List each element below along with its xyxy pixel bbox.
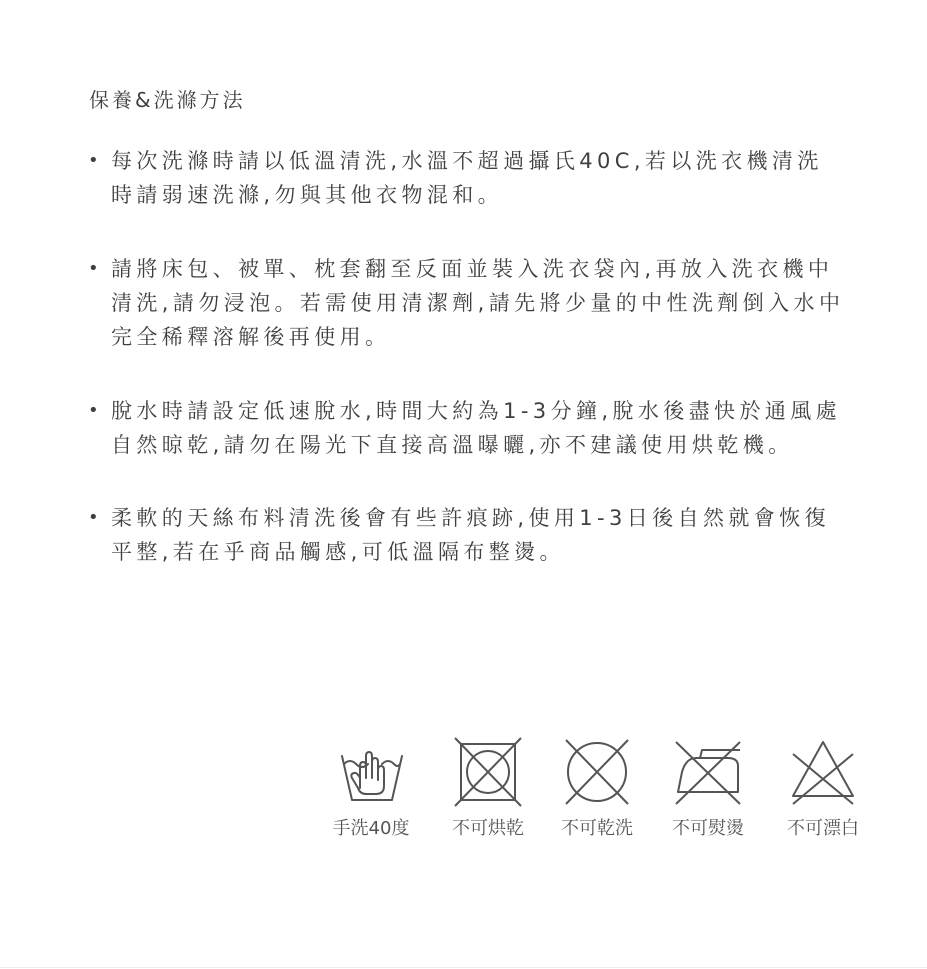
care-washing-heading: 保養&洗滌方法 [89, 88, 246, 112]
care-symbol-label: 不可烘乾 [452, 818, 524, 839]
care-instruction-text: 請將床包、被單、枕套翻至反面並裝入洗衣袋內,再放入洗衣機中清洗,請勿浸泡。若需使用清潔劑,請先將少量的中性洗劑倒入水中完全稀釋溶解後再使用。 [111, 257, 845, 349]
no-iron-icon [672, 736, 744, 808]
no-tumble-dry-icon [453, 736, 523, 808]
care-symbol-no-tumble-dry [440, 736, 536, 840]
care-instructions-list [86, 144, 846, 609]
bullet-icon: • [88, 258, 99, 279]
care-symbol-label: 不可乾洗 [561, 818, 633, 839]
hand-wash-icon [336, 736, 406, 808]
care-symbol-no-iron [660, 736, 756, 840]
bullet-icon: • [88, 400, 99, 421]
care-instruction-text: 每次洗滌時請以低溫清洗,水溫不超過攝氏40C,若以洗衣機清洗時請弱速洗滌,勿與其他衣物混和。 [111, 149, 823, 207]
care-symbol-label: 手洗40度 [332, 818, 410, 839]
no-dry-clean-icon [562, 736, 632, 808]
care-instruction-item [86, 144, 846, 212]
care-instruction-text: 脫水時請設定低速脫水,時間大約為1-3分鐘,脫水後盡快於通風處自然晾乾,請勿在陽光下直接高溫曝曬,亦不建議使用烘乾機。 [111, 399, 842, 457]
care-symbols-row [326, 736, 871, 846]
care-instruction-item [86, 252, 846, 354]
care-symbol-no-bleach [775, 736, 871, 840]
bullet-icon: • [88, 150, 99, 171]
care-symbol-label: 不可漂白 [787, 818, 859, 839]
care-instruction-item [86, 501, 846, 569]
bullet-icon: • [88, 507, 99, 528]
care-instruction-text: 柔軟的天絲布料清洗後會有些許痕跡,使用1-3日後自然就會恢復平整,若在乎商品觸感,可低溫隔布整燙。 [111, 506, 830, 564]
care-symbol-label: 不可熨燙 [672, 818, 744, 839]
bottom-divider [0, 967, 927, 968]
care-symbol-no-dry-clean [549, 736, 645, 840]
care-instruction-item [86, 394, 846, 462]
care-symbol-hand-wash [326, 736, 416, 840]
no-bleach-icon [787, 736, 859, 808]
